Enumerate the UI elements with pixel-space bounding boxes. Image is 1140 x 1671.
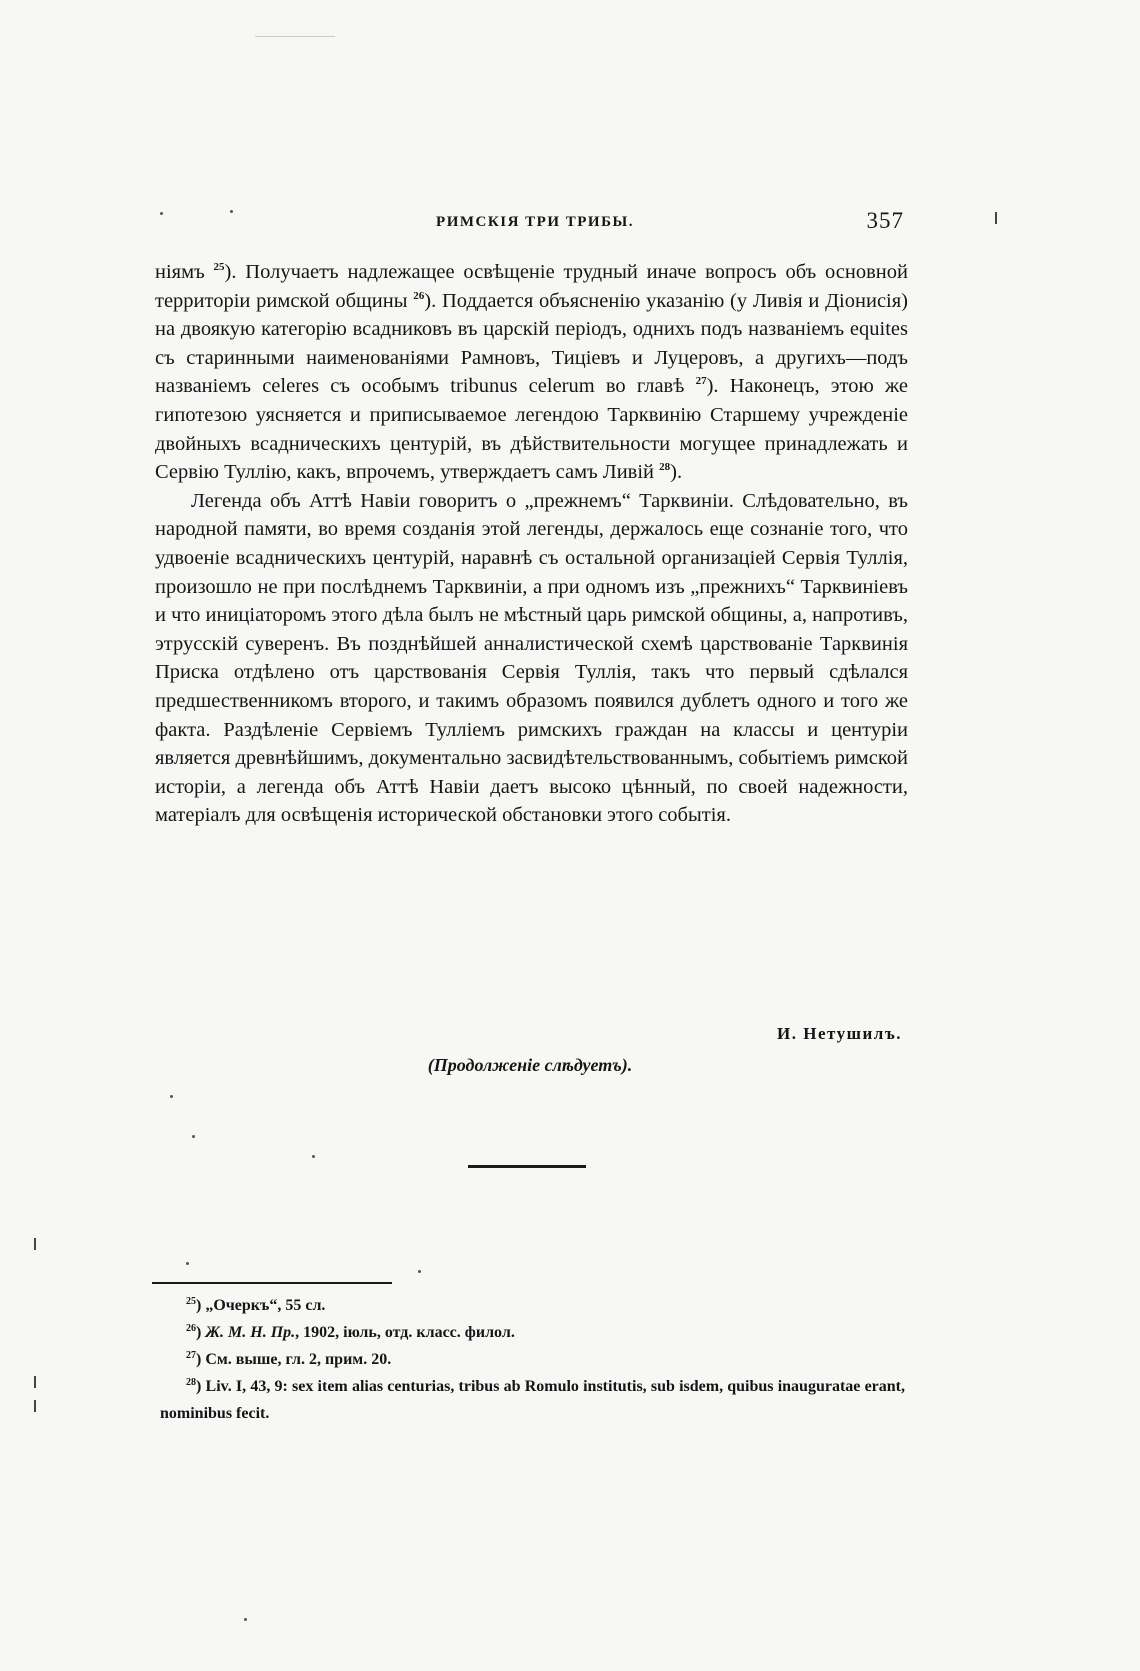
p1-text-4: ). Наконецъ, этою же гипотезою уясняется и приписываемое легендою Тарквинію Старшему учрежденіе двойныхъ всадническихъ центурій, въ дѣйствительности могущее принадлежать и Сервію Туллію, какъ, впрочемъ, утверждаетъ самъ Ливій: [155, 375, 908, 484]
scan-speck: [186, 1262, 189, 1265]
footnote-25: $^{25}$) „Очеркъ“, 55 сл.: [186, 1296, 326, 1314]
scan-edge-mark: [255, 36, 335, 37]
scan-speck: [160, 212, 163, 215]
paragraph-2: Легенда объ Аттѣ Навіи говоритъ о „прежнемъ“ Тарквиніи. Слѣдовательно, въ народной памяти, во время созданія этой легенды, держалось еще сознаніе того, что удвоеніе всадническихъ центурій, наравнѣ съ остальной организаціей Сервія Туллія, произошло не при послѣднемъ Тарквиніи, а при одномъ изъ „прежнихъ“ Тарквиніевъ и что иниціаторомъ этого дѣла былъ не мѣстный царь римской общины, а, напротивъ, этрусскій суверенъ. Въ позднѣйшей анналистической схемѣ царствованіе Тарквинія Приска отдѣлено отъ царствованія Сервія Туллія, такъ что первый сдѣлался предшественникомъ второго, и такимъ образомъ появился дублетъ одного и того же факта. Раздѣленіе Сервіемъ Тулліемъ римскихъ граждан на классы и центуріи является древнѣйшимъ, документально засвидѣтельствованнымъ, событіемъ римской исторіи, а легенда объ Аттѣ Навіи даетъ высоко цѣнный, по своей надежности, матеріалъ для освѣщенія исторической обстановки этого событія.: [155, 489, 908, 827]
footnote-ref-25: 25: [213, 261, 225, 273]
main-text: [155, 258, 908, 830]
scan-speck: [244, 1618, 247, 1621]
margin-mark: [34, 1376, 36, 1388]
paragraph-1: [155, 258, 908, 487]
footnote-ref-28: 28: [659, 461, 671, 474]
scan-speck: [312, 1155, 315, 1158]
margin-mark: [995, 212, 997, 224]
footnote-26: $^{26}$) Ж. М. Н. Пр., 1902, іюль, отд. класс. филол.: [186, 1323, 515, 1341]
footnote-text: См. выше, гл. 2, прим. 20.: [205, 1351, 392, 1368]
footnote-number: 28: [186, 1377, 196, 1388]
footnote-separator: [152, 1282, 392, 1284]
scan-speck: [170, 1095, 173, 1098]
running-title: РИМСКІЯ ТРИ ТРИБЫ.: [436, 214, 634, 230]
p1-text-2: ). Получаетъ надлежащее освѣщеніе трудный иначе вопросъ объ основной территоріи римской общины: [155, 261, 908, 312]
p1-text-1: ніямъ: [155, 261, 214, 283]
scan-speck: [192, 1135, 195, 1138]
footnote-journal-title: Ж. М. Н. Пр.: [205, 1324, 296, 1341]
footnote-number: 27: [186, 1350, 196, 1361]
footnote-ref-26: 26: [413, 289, 425, 302]
author-signature: И. Нетушилъ.: [777, 1024, 902, 1043]
scan-speck: [230, 210, 233, 213]
margin-mark: [34, 1238, 36, 1250]
footnotes: [160, 1292, 905, 1427]
scan-speck: [418, 1270, 421, 1273]
footnote-text: Liv. I, 43, 9: sex item alias centurias, tribus ab Romulo institutis, sub isdem, quibus inauguratae erant, nominibus fecit.: [160, 1378, 905, 1422]
footnote-number: 26: [186, 1323, 196, 1334]
running-header: [160, 210, 910, 238]
p1-text-5: ).: [670, 461, 683, 484]
footnote-ref-27: 27: [695, 375, 707, 388]
footnote-text: „Очеркъ“, 55 сл.: [205, 1297, 326, 1314]
page-number: 357: [866, 208, 904, 233]
section-end-rule: [468, 1165, 586, 1168]
footnote-28: $^{28}$) Liv. I, 43, 9: sex item alias centurias, tribus ab Romulo institutis, sub isdem, quibus inauguratae erant, nominibus fecit.: [160, 1377, 905, 1422]
margin-mark: [34, 1400, 36, 1412]
p1-text-3: ). Поддается объясненію указанію (у Ливія и Діонисія) на двоякую категорію всадниковъ въ царскій періодъ, однихъ подъ названіемъ equites съ старинными наименованіями Рамновъ, Тиціевъ и Луцеровъ, а другихъ—подъ названіемъ celeres съ особымъ tribunus celerum во главѣ: [155, 289, 908, 398]
footnote-27: $^{27}$) См. выше, гл. 2, прим. 20.: [186, 1350, 392, 1368]
footnote-text: , 1902, іюль, отд. класс. филол.: [295, 1324, 515, 1341]
continuation-note: (Продолженіе слѣдуетъ).: [427, 1055, 633, 1075]
footnote-number: 25: [186, 1296, 196, 1307]
